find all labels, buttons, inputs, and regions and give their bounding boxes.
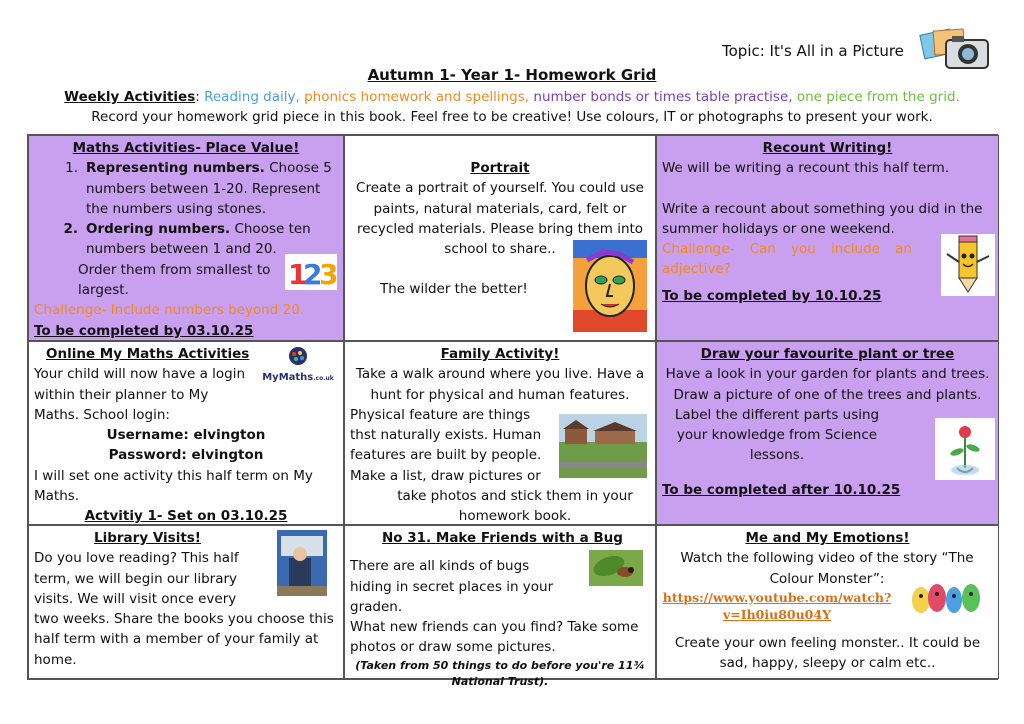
item-title: Representing numbers. — [86, 160, 265, 177]
svg-text:2: 2 — [303, 258, 323, 291]
mymaths-username: Username: elvington — [106, 427, 266, 444]
cell-portrait — [344, 135, 656, 341]
page-title: Autumn 1- Year 1- Homework Grid — [367, 66, 657, 84]
mymaths-logo-name: MyMaths — [262, 372, 314, 384]
cell-bug — [344, 525, 656, 688]
svg-text:3: 3 — [319, 258, 339, 291]
portrait-painting-image — [573, 240, 647, 332]
mymaths-text: Your child will now have a login within their planner to My Maths. School login: — [34, 366, 246, 423]
mymaths-text-2: I will set one activity this half term on My Maths. — [34, 467, 313, 505]
numbers-123-icon — [285, 254, 337, 290]
plant-diagram-image — [935, 418, 995, 480]
library-text: Do you love reading? This half term, we will begin our library visits. We will visit once every — [34, 550, 239, 607]
family-heading: Family Activity! — [440, 346, 560, 362]
cell-emotions — [656, 525, 999, 679]
maths-heading: Maths Activities- Place Value! — [72, 140, 300, 156]
item-number: 2. — [63, 221, 78, 238]
mymaths-logo-suffix: .co.uk — [313, 375, 334, 383]
record-instructions: Record your homework grid piece in this book. Feel free to be creative! Use colours, IT or photographs to present your work. — [91, 109, 933, 125]
library-text-2: two weeks. Share the books you choose this half term with a member of your family at home. — [34, 611, 334, 668]
mymaths-set-date: Actvitiy 1- Set on 03.10.25 — [84, 508, 288, 525]
library-photo-image — [277, 530, 327, 596]
topic-label: Topic: It's All in a Picture — [722, 42, 904, 60]
recount-heading: Recount Writing! — [762, 140, 893, 156]
cell-mymaths — [28, 341, 344, 525]
mymaths-logo-icon — [286, 346, 310, 366]
cell-family — [344, 341, 656, 525]
maths-due: To be completed by 03.10.25 — [34, 322, 254, 339]
cell-library — [28, 525, 344, 679]
bug-photo-image — [589, 550, 643, 586]
family-text-3: take photos and stick them in your homework book. — [397, 488, 633, 525]
recount-challenge: Challenge- Can you include an adjective? — [662, 241, 912, 278]
item-title: Ordering numbers. — [86, 221, 231, 238]
recount-line-2: Write a recount about something you did in the summer holidays or one weekend. — [662, 200, 983, 237]
plant-text: Have a look in your garden for plants and trees. Draw a picture of one of the trees and plants. — [665, 366, 990, 403]
cell-recount — [656, 135, 999, 341]
pencil-character-icon — [941, 234, 995, 296]
svg-text:1: 1 — [288, 258, 308, 291]
family-text-2: Physical feature are things thst naturally exists. Human features are built by people. Make a list, draw pictures or — [350, 406, 542, 484]
plant-heading: Draw your favourite plant or tree — [700, 346, 955, 362]
mymaths-logo-text — [261, 372, 335, 385]
houses-photo-image — [559, 414, 647, 478]
item-number: 1. — [65, 160, 78, 177]
portrait-text-2: The wilder the better! — [380, 281, 528, 298]
colour-monster-video-link[interactable]: https://www.youtube.com/watch?v=Ih0iu80u04Y — [662, 589, 892, 622]
colour-monsters-image — [909, 574, 985, 620]
library-heading: Library Visits! — [94, 530, 201, 546]
recount-due: To be completed by 10.10.25 — [662, 287, 882, 304]
mymaths-password: Password: elvington — [108, 447, 264, 464]
cell-maths — [28, 135, 344, 341]
maths-item-1 — [34, 158, 338, 219]
weekly-number: number bonds or times table practise, — [533, 89, 793, 105]
item-text: Choose 5 numbers between 1-20. Represent the numbers using stones. — [86, 160, 332, 217]
mymaths-logo — [261, 346, 335, 386]
bug-text: There are all kinds of bugs hiding in secret places in your graden. — [350, 558, 554, 615]
bug-text-2: What new friends can you find? Take some photos or draw some pictures. — [350, 619, 639, 656]
maths-item-2-text: Order them from smallest to largest. — [78, 261, 271, 299]
family-text: Take a walk around where you live. Have a hunt for physical and human features. — [355, 366, 645, 403]
weekly-activities — [0, 89, 1024, 105]
portrait-heading: Portrait — [470, 160, 530, 176]
portrait-text: Create a portrait of yourself. You could use paints, natural materials, card, felt or recycled materials. Please bring them into school to share.. — [356, 180, 644, 258]
weekly-label: Weekly Activities — [64, 89, 196, 105]
maths-challenge: Challenge- Include numbers beyond 20. — [34, 302, 305, 319]
item-text: Choose ten numbers between 1 and 20. — [86, 221, 311, 258]
emotions-heading: Me and My Emotions! — [745, 530, 910, 546]
weekly-colon: : — [195, 89, 200, 105]
cell-plant — [656, 341, 999, 525]
mymaths-heading: Online My Maths Activities — [46, 346, 250, 362]
homework-grid — [27, 134, 998, 688]
bug-heading: No 31. Make Friends with a Bug — [382, 530, 623, 546]
bug-source: (Taken from 50 things to do before you're 11¾ National Trust). — [355, 658, 645, 688]
emotions-text-2: Create your own feeling monster.. It could be sad, happy, sleepy or calm etc.. — [674, 634, 981, 672]
weekly-reading: Reading daily, — [204, 89, 300, 105]
emotions-text: Watch the following video of the story “The Colour Monster”: — [680, 550, 974, 587]
weekly-grid: one piece from the grid. — [796, 89, 960, 105]
weekly-phonics: phonics homework and spellings, — [304, 89, 530, 105]
recount-line-1: We will be writing a recount this half term. — [662, 160, 950, 177]
plant-due: To be completed after 10.10.25 — [662, 481, 901, 498]
plant-text-2: Label the different parts using your knowledge from Science lessons. — [674, 406, 880, 464]
